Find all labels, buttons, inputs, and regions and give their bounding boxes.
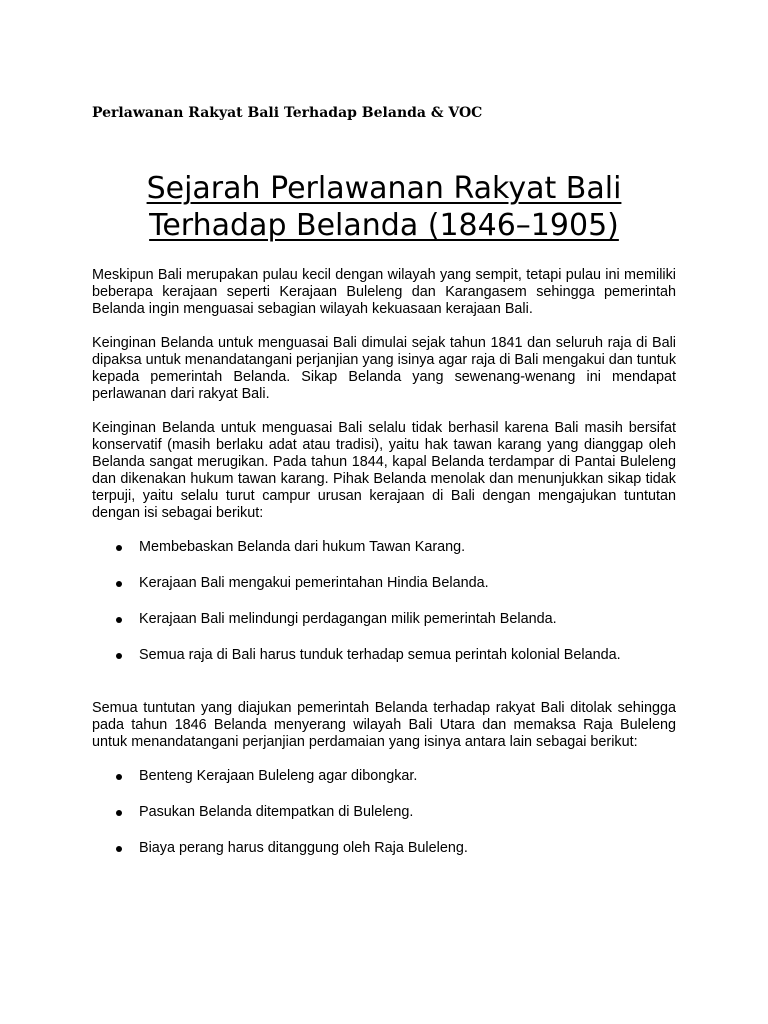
list-item: [92, 768, 676, 785]
list-item: [92, 804, 676, 821]
demands-list: [92, 539, 676, 664]
paragraph-intro: Meskipun Bali merupakan pulau kecil dengan wilayah yang sempit, tetapi pulau ini memiliki beberapa kerajaan seperti Kerajaan Buleleng dan Karangasem sehingga pemerintah Belanda ingin menguasai sebagian wilayah kekuasaan kerajaan Bali.: [92, 267, 676, 317]
list-item-text: Kerajaan Bali mengakui pemerintahan Hindia Belanda.: [139, 575, 489, 591]
list-item-text: Semua raja di Bali harus tunduk terhadap semua perintah kolonial Belanda.: [139, 647, 621, 663]
list-item: [92, 539, 676, 556]
bullet-icon: [116, 581, 122, 587]
list-item: [92, 647, 676, 664]
paragraph-1846: Semua tuntutan yang diajukan pemerintah Belanda terhadap rakyat Bali ditolak sehingga pada tahun 1846 Belanda menyerang wilayah Bali Utara dan memaksa Raja Buleleng untuk menandatangani perjanjian perdamaian yang isinya antara lain sebagai berikut:: [92, 700, 676, 750]
document-title: Sejarah Perlawanan Rakyat Bali Terhadap Belanda (1846–1905): [146, 171, 622, 243]
bullet-icon: [116, 653, 122, 659]
bullet-icon: [116, 617, 122, 623]
bullet-icon: [116, 810, 122, 816]
bullet-icon: [116, 774, 122, 780]
list-item: [92, 575, 676, 592]
list-item-text: Membebaskan Belanda dari hukum Tawan Karang.: [139, 539, 466, 555]
list-item-text: Biaya perang harus ditanggung oleh Raja Buleleng.: [139, 840, 468, 856]
paragraph-tawan-karang: Keinginan Belanda untuk menguasai Bali selalu tidak berhasil karena Bali masih bersifat konservatif (masih berlaku adat atau tradisi), yaitu hak tawan karang yang dianggap oleh Belanda sangat merugikan. Pada tahun 1844, kapal Belanda terdampar di Pantai Buleleng dan dikenakan hukum tawan karang. Pihak Belanda menolak dan menunjukkan sikap tidak terpuji, yaitu selalu turut campur urusan kerajaan di Bali dengan mengajukan tuntutan dengan isi sebagai berikut:: [92, 420, 676, 521]
list-item-text: Pasukan Belanda ditempatkan di Buleleng.: [139, 804, 414, 820]
bullet-icon: [116, 545, 122, 551]
list-item-text: Benteng Kerajaan Buleleng agar dibongkar.: [139, 768, 418, 784]
treaty-terms-list: [92, 768, 676, 857]
document-body: [92, 267, 676, 876]
spacer: [92, 683, 676, 700]
paragraph-1841: Keinginan Belanda untuk menguasai Bali dimulai sejak tahun 1841 dan seluruh raja di Bali dipaksa untuk menandatangani perjanjian yang isinya agar raja di Bali mengakui dan tuntuk kepada pemerintah Belanda. Sikap Belanda yang sewenang-wenang ini mendapat perlawanan dari rakyat Bali.: [92, 335, 677, 402]
bullet-icon: [116, 846, 122, 852]
list-item: [92, 611, 676, 628]
document-header: Perlawanan Rakyat Bali Terhadap Belanda & VOC: [92, 105, 483, 121]
list-item: [92, 840, 676, 857]
list-item-text: Kerajaan Bali melindungi perdagangan milik pemerintah Belanda.: [139, 611, 557, 627]
